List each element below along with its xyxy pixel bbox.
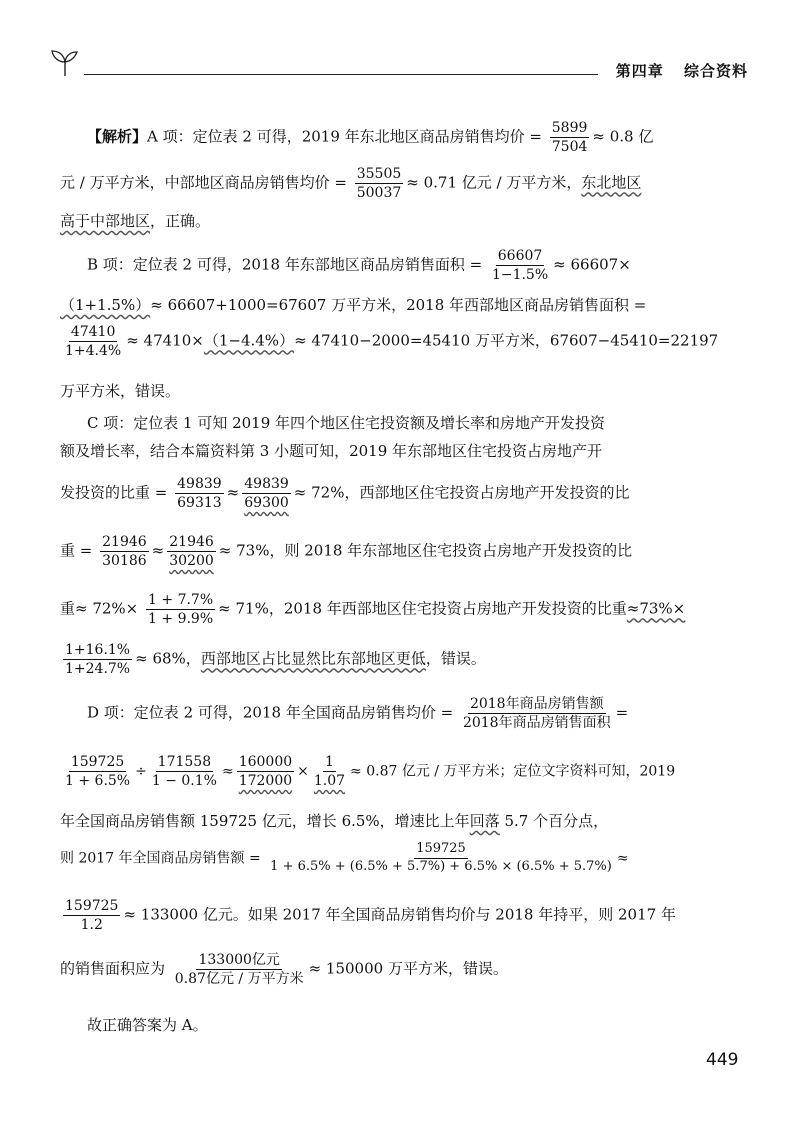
item-d-line-2: $\frac{159725}{1 + 6.5\%}$ ÷ $\frac{171558}{1 - 0.1\%}$ ≈ $\frac{160000}{172000}$ × $\frac{1}{1.07}$ ≈ 0.87 亿元 / 万平方米；定位文字资料可知，2019 <box>65 754 676 790</box>
item-a-line-1 <box>60 120 685 155</box>
denominator: 1 + 6.5% + (6.5% + 5.7%) + 6.5% × (6.5% + 5.7%) <box>270 858 612 874</box>
denominator: 172000 <box>238 773 293 790</box>
wavy-underline-text: ≈73%× <box>626 599 686 618</box>
text: 年全国商品房销售额 159725 亿元，增长 6.5%，增速比上年 <box>60 812 470 830</box>
fraction <box>63 642 132 677</box>
text: ≈ 72%，西部地区住宅投资占房地产开发投资的比 <box>293 483 630 502</box>
text: ≈ 47410× <box>126 331 204 350</box>
denominator: 1 + 6.5% <box>65 773 131 790</box>
text: ≈ 0.87 亿元 / 万平方米；定位文字资料可知，2019 <box>350 763 676 780</box>
text: ≈ 150000 万平方米，错误。 <box>308 959 508 978</box>
item-b-line-2 <box>60 294 658 315</box>
text: = <box>615 703 629 722</box>
fraction <box>173 952 306 987</box>
text: ≈ 66607× <box>553 255 631 274</box>
text: 元 / 万平方米，中部地区商品房销售均价 = <box>60 173 347 192</box>
fraction <box>490 248 550 283</box>
fraction <box>100 534 149 569</box>
fraction <box>237 754 294 789</box>
text: 的销售面积应为 <box>60 959 166 978</box>
item-d-line-4 <box>60 842 658 875</box>
text: ，正确。 <box>150 212 211 230</box>
numerator: 171558 <box>156 754 213 772</box>
fraction <box>150 754 219 789</box>
text: 重≈ 72%× <box>60 599 139 618</box>
denominator: 2018年商品房销售面积 <box>462 715 611 732</box>
numerator: 1 <box>323 754 336 772</box>
denominator: 30200 <box>169 553 214 570</box>
denominator: 7504 <box>551 139 588 156</box>
denominator: 69300 <box>244 495 289 512</box>
text: D 项：定位表 2 可得，2018 年全国商品房销售均价 = <box>87 703 454 722</box>
item-d-line-3 <box>60 810 658 831</box>
text: ≈ <box>616 850 629 867</box>
numerator: 133000亿元 <box>196 952 281 970</box>
denominator: 1 − 0.1% <box>151 773 217 790</box>
item-c-line-6 <box>60 642 658 677</box>
denominator: 50037 <box>356 185 402 202</box>
fraction <box>461 696 613 731</box>
fraction <box>242 476 291 511</box>
wavy-underline-text: 西部地区占比显然比东部地区更低 <box>200 649 426 668</box>
text: 5.7 个百分点， <box>499 812 609 830</box>
fraction <box>146 592 215 627</box>
text: ≈ 66607+1000=67607 万平方米，2018 年西部地区商品房销售面积 = <box>150 296 647 314</box>
wavy-underline-text: 回落 <box>469 812 500 830</box>
fraction <box>63 324 123 359</box>
text: 万平方米，错误。 <box>60 382 181 400</box>
text: ÷ <box>135 763 147 780</box>
numerator: 2018年商品房销售额 <box>468 696 606 714</box>
chapter-title: 综合资料 <box>683 62 748 80</box>
item-d-line-5 <box>60 898 676 934</box>
numerator: 21946 <box>167 534 216 552</box>
text: B 项：定位表 2 可得，2018 年东部地区商品房销售面积 = <box>87 255 483 274</box>
text: ≈ 0.71 亿元 / 万平方米， <box>406 173 582 192</box>
item-c-line-3: 发投资的比重 = $\frac{49839}{69313}$ ≈ $\frac{49839}{69300}$ ≈ 72%，西部地区住宅投资占房地产开发投资的比 <box>60 476 630 512</box>
item-a-line-3 <box>60 210 658 231</box>
fraction <box>550 120 590 155</box>
numerator: 21946 <box>100 534 149 552</box>
denominator: 1+24.7% <box>65 661 131 678</box>
page-number: 449 <box>706 1050 739 1070</box>
wavy-underline-text: （1−4.4%） <box>203 331 295 350</box>
item-d-line-6 <box>60 952 658 987</box>
item-b-line-4 <box>60 380 658 401</box>
item-c-line-2 <box>60 440 658 461</box>
numerator: 1 + 7.7% <box>146 592 215 610</box>
wavy-underline-text: 高于中部地区 <box>60 212 151 230</box>
item-c-line-5 <box>60 592 686 628</box>
denominator: 69313 <box>177 495 222 512</box>
numerator: 1+16.1% <box>63 642 132 660</box>
denominator: 1.07 <box>313 773 346 790</box>
denominator: 0.87亿元 / 万平方米 <box>174 971 304 988</box>
numerator: 159725 <box>63 898 120 916</box>
item-c-line-1 <box>60 412 685 433</box>
fraction <box>268 842 614 875</box>
numerator: 5899 <box>550 120 590 138</box>
chapter-heading <box>602 60 748 81</box>
fraction <box>312 754 347 789</box>
text: 则 2017 年全国商品房销售额 = <box>60 850 261 867</box>
wavy-underline-text: 东北地区 <box>581 173 642 192</box>
text: ≈ 47410−2000=45410 万平方米，67607−45410=22197 <box>294 331 719 350</box>
text: ≈ 73%，则 2018 年东部地区住宅投资占房地产开发投资的比 <box>218 541 633 560</box>
text: ≈ 71%，2018 年西部地区住宅投资占房地产开发投资的比重 <box>218 599 627 618</box>
fraction <box>63 898 120 933</box>
text: ≈ 133000 亿元。如果 2017 年全国商品房销售均价与 2018 年持平，则 2017 年 <box>123 905 676 924</box>
text: ≈ 68%， <box>135 649 201 668</box>
fraction <box>175 476 224 511</box>
fraction <box>63 754 132 789</box>
numerator: 160000 <box>237 754 294 772</box>
item-b-line-3 <box>60 324 719 360</box>
item-c-line-4: 重 = $\frac{21946}{30186}$ ≈ $\frac{21946}{30200}$ ≈ 73%，则 2018 年东部地区住宅投资占房地产开发投资的比 <box>60 534 633 570</box>
denominator: 1.2 <box>80 917 103 934</box>
numerator: 66607 <box>496 248 545 266</box>
page-header <box>48 46 748 86</box>
text: 额及增长率，结合本篇资料第 3 小题可知，2019 年东部地区住宅投资占房地产开 <box>60 442 603 460</box>
text: ，错误。 <box>425 649 486 668</box>
numerator: 159725 <box>69 754 126 772</box>
denominator: 1 + 9.9% <box>148 611 214 628</box>
text: A 项：定位表 2 可得，2019 年东北地区商品房销售均价 = <box>147 127 542 146</box>
fraction <box>167 534 216 569</box>
numerator: 49839 <box>242 476 291 494</box>
text: 故正确答案为 A。 <box>87 1016 208 1034</box>
denominator: 30186 <box>102 553 147 570</box>
denominator: 1−1.5% <box>491 267 549 284</box>
item-b-line-1 <box>60 248 685 283</box>
analysis-label: 【解析】 <box>87 127 148 146</box>
item-a-line-2 <box>60 166 658 201</box>
text: 发投资的比重 = <box>60 483 168 502</box>
denominator: 1+4.4% <box>65 343 122 360</box>
numerator: 49839 <box>175 476 224 494</box>
item-d-line-1 <box>60 696 685 731</box>
numerator: 159725 <box>414 842 468 859</box>
fraction <box>355 166 404 201</box>
numerator: 35505 <box>355 166 404 184</box>
text: ≈ 0.8 亿 <box>592 127 654 146</box>
text: C 项：定位表 1 可知 2019 年四个地区住宅投资额及增长率和房地产开发投资 <box>87 414 606 432</box>
conclusion <box>60 1014 685 1035</box>
header-rule <box>84 74 598 75</box>
numerator: 47410 <box>69 324 118 342</box>
chapter-number: 第四章 <box>615 62 664 80</box>
sprout-icon <box>48 46 82 80</box>
wavy-underline-text: （1+1.5%） <box>60 296 151 314</box>
text: 重 = <box>60 541 93 560</box>
